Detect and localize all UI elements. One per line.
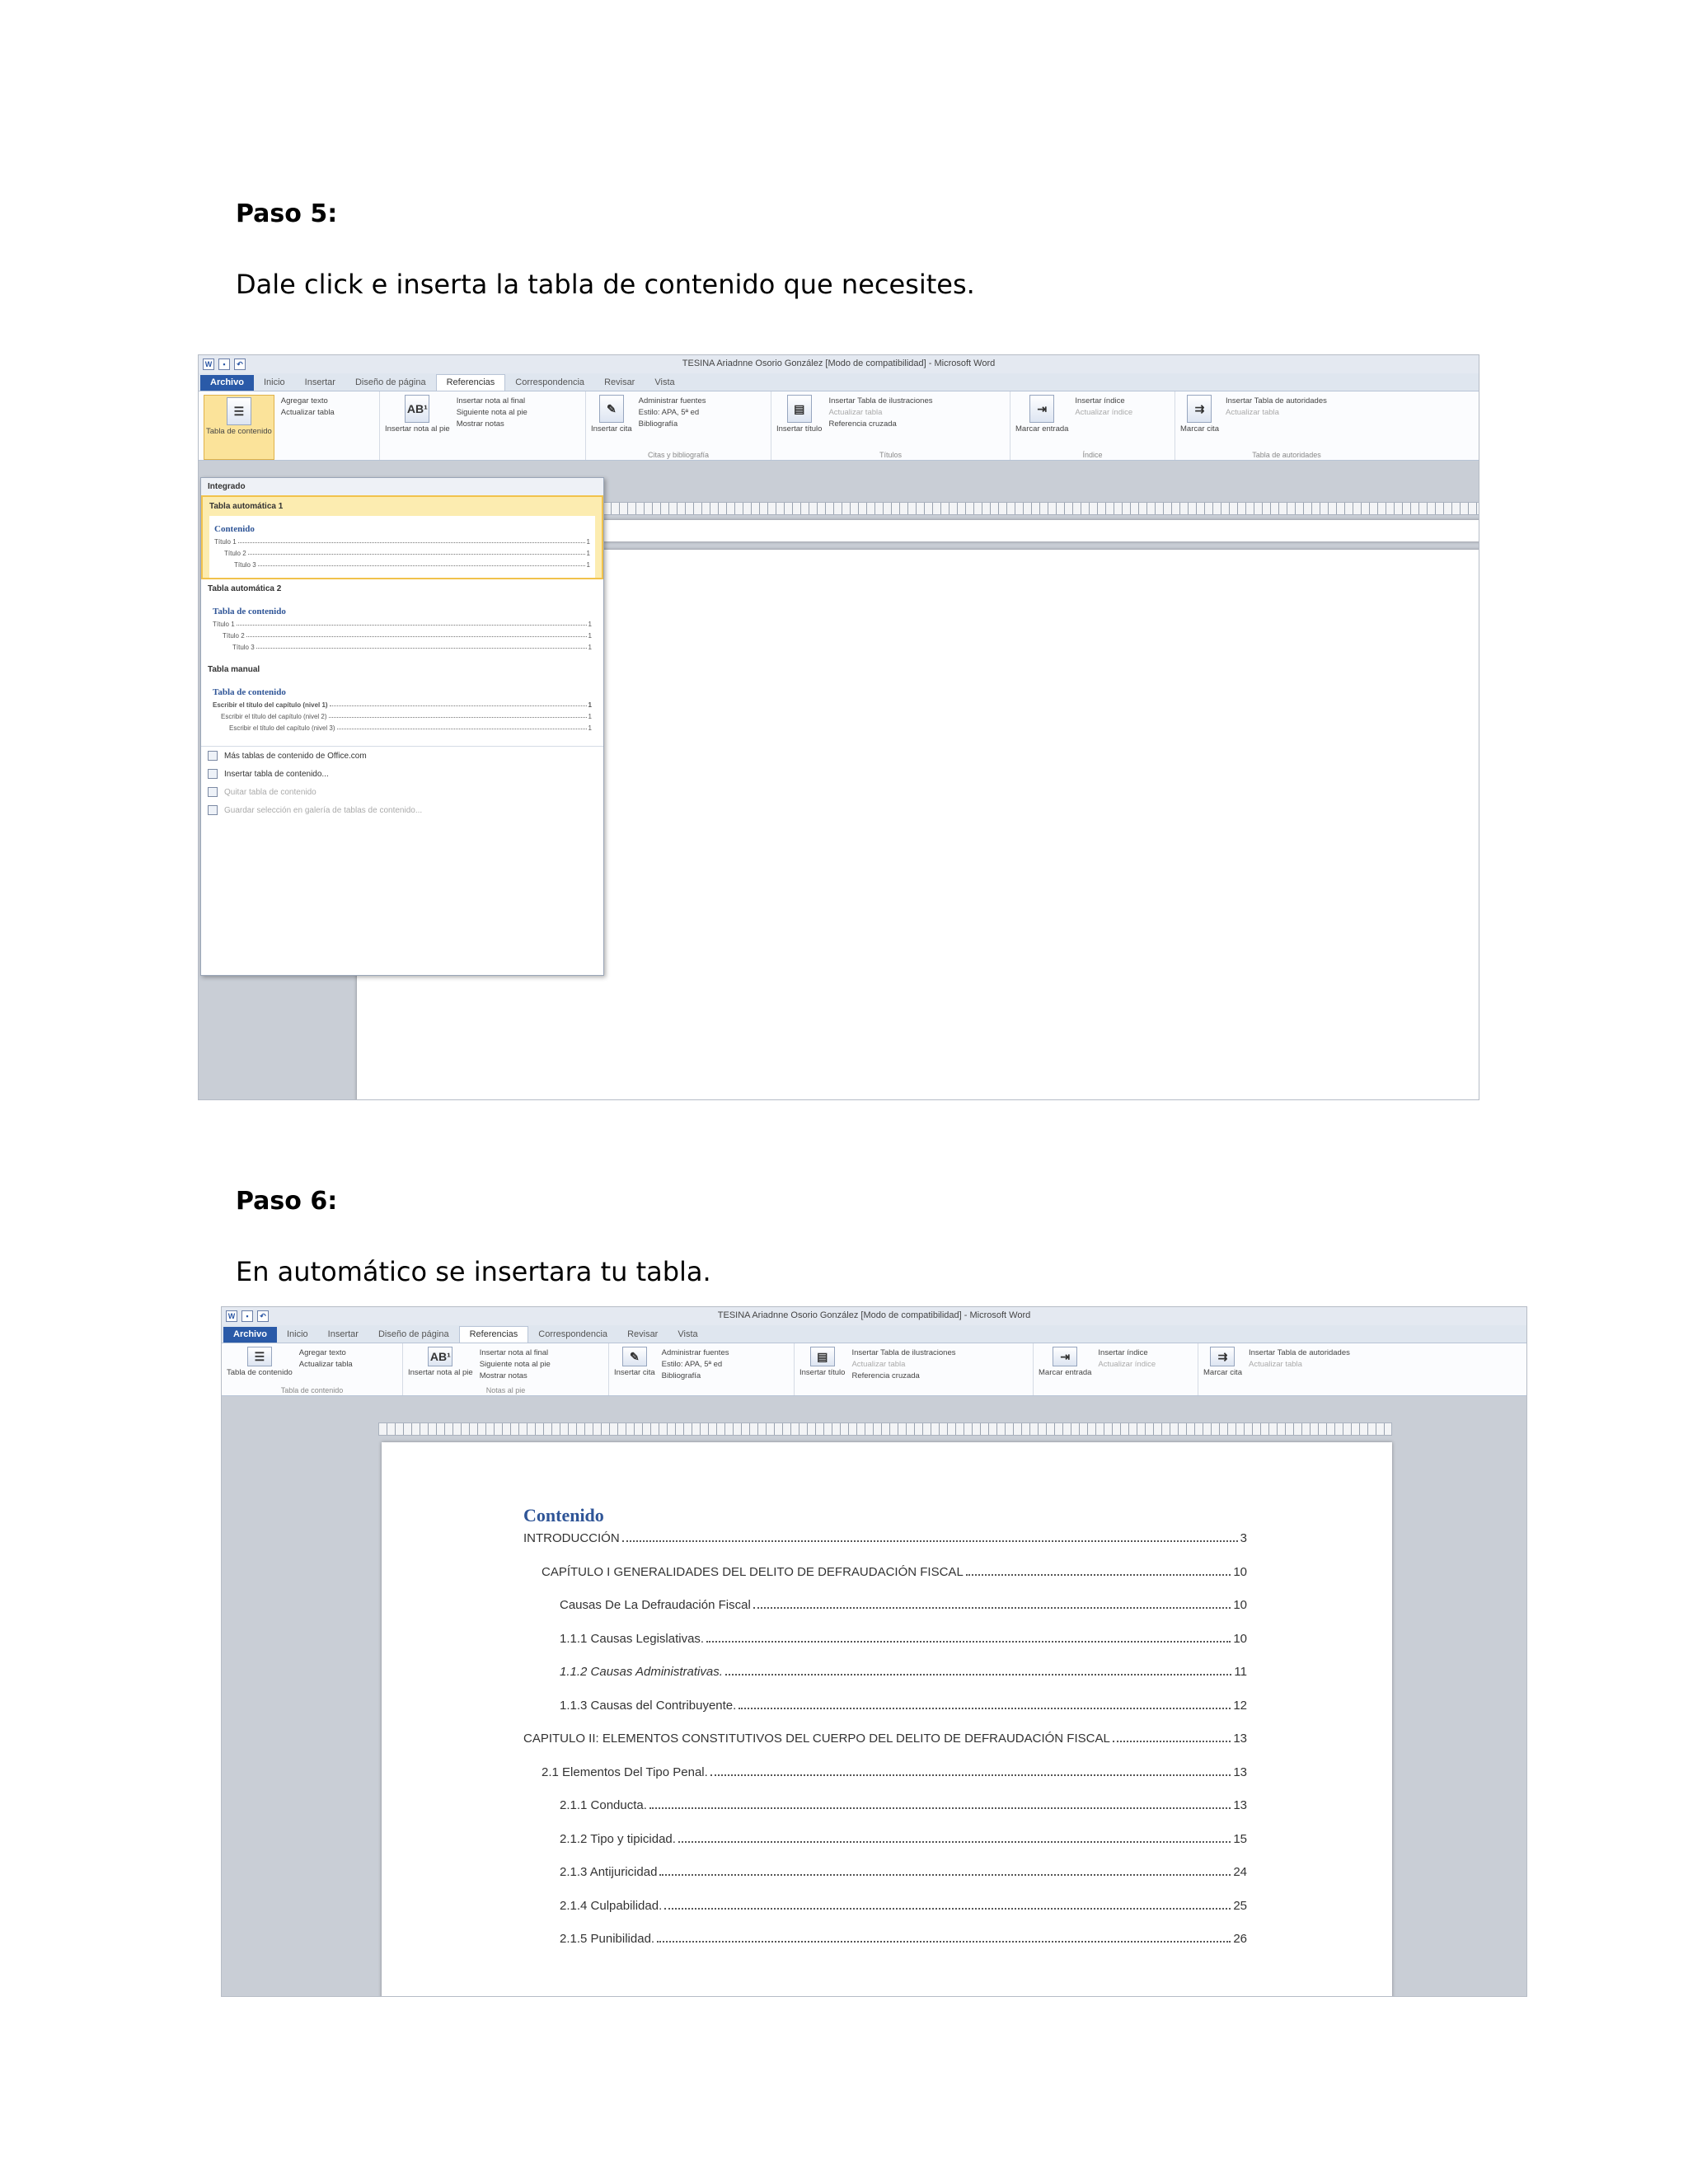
document-page-2 [382,1442,1392,1997]
citation-icon: ✎ [599,395,624,423]
group-footnotes [380,391,586,460]
manage-sources-button[interactable]: Administrar fuentes [638,396,706,405]
toc-entry-label: 1.1.1 Causas Legislativas. [560,1631,705,1646]
mark-entry-button[interactable]: ⇥ Marcar entrada [1039,1347,1091,1395]
insert-citation-button[interactable]: ✎ Insertar cita [614,1347,655,1395]
save-icon[interactable]: ▪ [218,359,230,370]
toc-entry[interactable] [560,1899,1247,1913]
toc-entry[interactable] [560,1798,1247,1812]
insert-endnote-button[interactable]: Insertar nota al final [456,396,526,405]
update-toa-button[interactable]: Actualizar tabla [1248,1360,1302,1369]
update-tof-button[interactable]: Actualizar tabla [851,1360,906,1369]
toc-entry[interactable] [560,1865,1247,1879]
toc-entry-label: 2.1 Elementos Del Tipo Penal. [542,1765,708,1779]
word-icon: W [203,359,214,370]
toc-entry[interactable] [560,1632,1247,1646]
toc-entry-label: 1.1.3 Causas del Contribuyente. [560,1698,737,1713]
toc-title: Contenido [523,1505,604,1526]
tab-archivo[interactable]: Archivo [200,375,254,391]
gallery-item-auto-2[interactable]: Tabla automática 2 Tabla de contenido Título 1 1 Título 2 1 Título 3 1 [208,584,592,651]
leader-dots [725,1674,1232,1675]
tab-revisar[interactable]: Revisar [627,1329,659,1339]
group-citations [609,1343,795,1395]
style-select[interactable]: Estilo: APA, 5ª ed [661,1360,723,1369]
toc-entry-label: Causas De La Defraudación Fiscal [560,1598,751,1612]
toc-entry[interactable] [560,1932,1247,1946]
mark-citation-button[interactable]: ⇉ Marcar cita [1203,1347,1242,1395]
gallery-item-auto-1[interactable]: Tabla automática 1 Contenido Título 1 1 Título 2 1 Título 3 1 [201,495,603,579]
toc-entry-page: 26 [1233,1932,1247,1946]
remove-toc-item[interactable]: Quitar tabla de contenido [201,783,603,801]
toc-entry-label: INTRODUCCIÓN [523,1531,620,1545]
toc-entry-label: 2.1.4 Culpabilidad. [560,1898,663,1913]
save-selection-item[interactable]: Guardar selección en galería de tablas de contenido... [201,801,603,819]
insert-caption-button[interactable]: ▤ Insertar título [776,395,822,460]
caption-icon: ▤ [810,1347,835,1366]
bibliography-button[interactable]: Bibliografía [638,419,678,429]
insert-caption-button[interactable]: ▤ Insertar título [799,1347,845,1395]
insert-index-button[interactable]: Insertar índice [1098,1348,1148,1357]
group-toc [199,391,380,460]
quick-access-toolbar-2 [222,1307,1526,1325]
quick-access-toolbar [199,355,1479,373]
insert-toc-item[interactable]: Insertar tabla de contenido... [201,765,603,783]
insert-tof-button[interactable]: Insertar Tabla de ilustraciones [851,1348,956,1357]
mark-citation-icon: ⇉ [1210,1347,1235,1366]
leader-dots [678,1841,1231,1843]
toc-icon: ☰ [227,397,251,425]
insert-index-button[interactable]: Insertar índice [1075,396,1125,405]
cross-reference-button[interactable]: Referencia cruzada [828,419,897,429]
office-icon [208,751,218,761]
tab-referencias[interactable]: Referencias [436,374,506,391]
tab-inicio[interactable]: Inicio [263,377,285,387]
tab-vista[interactable]: Vista [678,1329,698,1339]
step-6-text: En automático se insertara tu tabla. [236,1256,711,1287]
tab-archivo[interactable]: Archivo [223,1327,277,1343]
update-toa-button[interactable]: Actualizar tabla [1225,408,1279,417]
toc-entry-page: 10 [1233,1598,1247,1612]
toc-entry-page: 13 [1233,1765,1247,1779]
toc-entry-label: 2.1.3 Antijuricidad [560,1865,658,1879]
toc-entry-page: 15 [1233,1831,1247,1846]
leader-dots [966,1574,1231,1576]
tab-diseno[interactable]: Diseño de página [354,377,426,387]
update-tof-button[interactable]: Actualizar tabla [828,408,883,417]
step-5-text: Dale click e inserta la tabla de contenido que necesites. [236,269,975,300]
leader-dots [710,1774,1231,1776]
insert-toa-button[interactable]: Insertar Tabla de autoridades [1248,1348,1350,1357]
group-authorities [1198,1343,1421,1395]
leader-dots [649,1807,1231,1809]
insert-endnote-button[interactable]: Insertar nota al final [479,1348,549,1357]
toc-entry[interactable] [542,1765,1247,1779]
leader-dots [659,1874,1231,1876]
tab-revisar[interactable]: Revisar [604,377,635,387]
tab-correspondencia[interactable]: Correspondencia [515,377,585,387]
group-index: ⇥ Marcar entrada Insertar índice Actualizar índice Índice [1010,391,1175,460]
toc-entry-page: 12 [1233,1698,1247,1713]
horizontal-ruler-2 [378,1422,1392,1436]
toc-entry[interactable] [542,1565,1247,1579]
next-footnote-button[interactable]: Siguiente nota al pie [479,1360,551,1369]
update-index-button[interactable]: Actualizar índice [1075,408,1133,417]
toc-entry-label: 2.1.1 Conducta. [560,1798,647,1812]
save-gallery-icon [208,805,218,815]
word-icon: W [226,1310,237,1322]
show-notes-button[interactable]: Mostrar notas [456,419,504,429]
window-title: TESINA Ariadnne Osorio González [Modo de compatibilidad] - Microsoft Word [682,359,996,368]
insert-footnote-button[interactable]: AB¹ Insertar nota al pie [385,395,450,460]
leader-dots [738,1708,1231,1709]
dropdown-header: Integrado [201,478,603,495]
group-captions: ▤ Insertar título Insertar Tabla de ilustraciones Actualizar tabla Referencia cruzada Títulos [771,391,1010,460]
update-table-button[interactable]: Actualizar tabla [298,1360,353,1369]
insert-citation-button[interactable]: ✎ Insertar cita [591,395,632,460]
toc-button[interactable]: ☰ Tabla de contenido [227,1347,293,1395]
tab-referencias[interactable]: Referencias [459,1326,529,1343]
add-text-button[interactable]: Agregar texto [280,396,328,405]
toc-entry-page: 11 [1234,1665,1247,1679]
screenshot-step-6 [221,1306,1527,1997]
manage-sources-button[interactable]: Administrar fuentes [661,1348,729,1357]
citation-icon: ✎ [622,1347,647,1366]
toc-entry-label: 2.1.5 Punibilidad. [560,1932,655,1946]
tab-insertar[interactable]: Insertar [327,1329,359,1339]
screenshot-step-5 [198,354,1479,1100]
group-captions [795,1343,1034,1395]
update-index-button[interactable]: Actualizar índice [1098,1360,1156,1369]
insert-toa-button[interactable]: Insertar Tabla de autoridades [1225,396,1327,405]
leader-dots [706,1641,1231,1643]
update-table-button[interactable]: Actualizar tabla [280,408,335,417]
mark-citation-button[interactable]: ⇉ Marcar cita [1180,395,1219,460]
add-text-button[interactable]: Agregar texto [298,1348,346,1357]
group-authorities: ⇉ Marcar cita Insertar Tabla de autoridades Actualizar tabla Tabla de autoridades [1180,396,1327,459]
toc-entry-label: 1.1.2 Causas Administrativas. [560,1665,723,1679]
insert-tof-button[interactable]: Insertar Tabla de ilustraciones [828,396,933,405]
toc-icon: ☰ [247,1347,272,1366]
more-tocs-office-item[interactable]: Más tablas de contenido de Office.com [201,747,603,765]
leader-dots [622,1540,1238,1542]
toc-entry[interactable] [560,1699,1247,1713]
footnote-icon: AB¹ [428,1347,452,1366]
toc-entry-page: 25 [1233,1898,1247,1913]
cross-reference-button[interactable]: Referencia cruzada [851,1371,920,1380]
toc-entry[interactable] [523,1531,1247,1545]
toc-entry[interactable] [560,1832,1247,1846]
toc-entry-page: 13 [1233,1732,1247,1746]
insert-footnote-button[interactable]: AB¹ Insertar nota al pie [408,1347,473,1395]
mark-entry-icon: ⇥ [1053,1347,1077,1366]
caption-icon: ▤ [787,395,812,423]
toc-entry-page: 13 [1233,1798,1247,1812]
toc-entry[interactable] [523,1732,1247,1746]
toc-button[interactable]: ☰ Tabla de contenido [204,395,274,460]
group-index [1034,1343,1198,1395]
leader-dots [657,1941,1231,1943]
mark-entry-button[interactable]: ⇥ Marcar entrada [1015,395,1068,460]
toc-entry-label: CAPÍTULO I GENERALIDADES DEL DELITO DE DEFRAUDACIÓN FISCAL [542,1564,964,1579]
toc-entry-page: 24 [1233,1865,1247,1879]
remove-toc-icon [208,787,218,797]
next-footnote-button[interactable]: Siguiente nota al pie [456,408,528,417]
insert-toc-icon [208,769,218,779]
window-title-2: TESINA Ariadnne Osorio González [Modo de compatibilidad] - Microsoft Word [717,1310,1031,1320]
ribbon-2 [222,1343,1526,1396]
style-select[interactable]: Estilo: APA, 5ª ed [638,408,700,417]
bibliography-button[interactable]: Bibliografía [661,1371,701,1380]
tab-diseno[interactable]: Diseño de página [377,1329,449,1339]
tab-correspondencia[interactable]: Correspondencia [538,1329,608,1339]
group-citations: ✎ Insertar cita Administrar fuentes Estilo: APA, 5ª ed Bibliografía Citas y bibliografía [586,391,771,460]
tab-vista[interactable]: Vista [654,377,675,387]
step-5-title: Paso 5: [236,199,338,228]
toc-entry-page: 10 [1233,1631,1247,1646]
footnote-icon: AB¹ [405,395,429,423]
undo-icon[interactable]: ↶ [257,1310,269,1322]
group-footnotes: AB¹ Insertar nota al pie Insertar nota al final Siguiente nota al pie Mostrar notas Notas al pie [403,1343,609,1395]
horizontal-ruler [603,502,1479,515]
leader-dots [664,1908,1231,1910]
toc-entry-label: 2.1.2 Tipo y tipicidad. [560,1831,676,1846]
toc-entry[interactable] [560,1598,1247,1612]
undo-icon[interactable]: ↶ [234,359,246,370]
toc-dropdown [200,477,604,976]
leader-dots [753,1607,1231,1609]
show-notes-button[interactable]: Mostrar notas [479,1371,528,1380]
ribbon [199,391,1479,461]
leader-dots [1113,1741,1231,1742]
mark-citation-icon: ⇉ [1187,395,1212,423]
ribbon-tabs [199,373,1479,391]
mark-entry-icon: ⇥ [1029,395,1054,423]
toc-entry-page: 3 [1240,1531,1247,1545]
toc-entry-label: CAPITULO II: ELEMENTOS CONSTITUTIVOS DEL CUERPO DEL DELITO DE DEFRAUDACIÓN FISCAL [523,1732,1110,1746]
toc-entry[interactable] [560,1665,1247,1679]
group-toc: ☰ Tabla de contenido Agregar texto Actualizar tabla Tabla de contenido [222,1343,403,1395]
tab-inicio[interactable]: Inicio [286,1329,308,1339]
step-6-title: Paso 6: [236,1187,338,1216]
ribbon-tabs-2 [222,1325,1526,1343]
gallery-item-manual[interactable]: Tabla manual Tabla de contenido Escribir el título del capítulo (nivel 1) 1 Escribir el título del capítulo (nivel 2) 1 Escribir el título del capítulo (nivel 3) 1 [208,665,592,732]
tab-insertar[interactable]: Insertar [304,377,335,387]
save-icon[interactable]: ▪ [241,1310,253,1322]
toc-entry-page: 10 [1233,1564,1247,1579]
